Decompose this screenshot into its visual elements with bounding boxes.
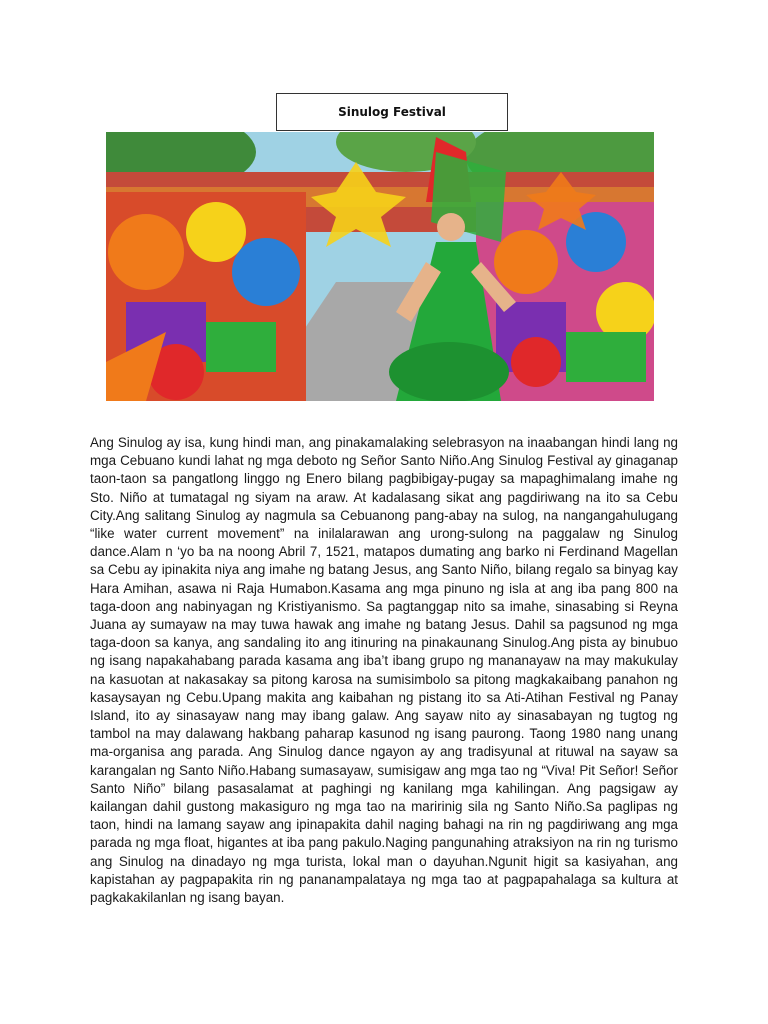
festival-photo-icon [106, 132, 654, 401]
document-title: Sinulog Festival [338, 105, 446, 119]
festival-photo [106, 132, 654, 401]
body-paragraph: Ang Sinulog ay isa, kung hindi man, ang pinakamalaking selebrasyon na inaabangan hindi lang ng mga Cebuano kundi lahat ng mga deboto ng Señor Santo Niño.Ang Sinulog Festival ay ginaganap taon-taon sa pangatlong linggo ng Enero bilang pagbibigay-pugay sa mapaghimalang imahe ng Sto. Niño at tumatagal ng siyam na araw. At kadalasang sikat ang pagdiriwang na ito sa Cebu City.Ang salitang Sinulog ay nagmula sa Cebuanong pang-abay na sulog, na nangangahulugang “like water current movement” na inilalarawan ang urong-sulong na paggalaw ng Sinulog dance.Alam n ‘yo ba na noong Abril 7, 1521, matapos dumating ang barko ni Ferdinand Magellan sa Cebu ay ipinakita niya ang imahe ng batang Jesus, ang Santo Niño, bilang regalo sa binyag kay Hara Amihan, asawa ni Raja Humabon.Kasama ang mga pinuno ng isla at ang iba pang 800 na taga-doon ang nabinyagan ng Kristiyanismo. Sa pagtanggap nito sa imahe, sinasabing si Reyna Juana ay sumayaw na may tuwa hawak ang imahe ng batang Jesus. Dahil sa pagsunod ng mga taga-doon sa kanya, ang sandaling ito ang itinuring na pinakaunang Sinulog.Ang pista ay binubuo ng isang napakahabang parada kasama ang iba’t ibang grupo ng mananayaw na may makukulay na kasuotan at nakasakay sa pitong karosa na sumisimbolo sa pitong magkakaibang panahon ng kasaysayan ng Cebu.Upang makita ang kaibahan ng pistang ito sa Ati-Atihan Festival ng Panay Island, ito ay sinasayaw nang may ibang galaw. Ang sayaw nito ay sinasabayan ng tugtog ng tambol na may dalawang hakbang paharap kasunod ng isang paurong. Taong 1980 nang unang ma-organisa ang parada. Ang Sinulog dance ngayon ay ang tradisyunal at rituwal na sayaw sa karangalan ng Santo Niño.Habang sumasayaw, sumisigaw ang mga tao ng “Viva! Pit Señor! Señor Santo Niño” bilang pasasalamat at paghingi ng kanilang mga kahilingan. Ang pagsigaw ay kailangan dahil gustong makasiguro ng mga tao na maririnig sila ng Santo Niño.Sa paglipas ng taon, hindi na lamang sayaw ang ipinapakita dahil naging bahagi na rin ng pagdiriwang ang mga parada ng mga float, higantes at iba pang pakulo.Naging pangunahing atraksiyon na rin ng turismo ang Sinulog na dinadayo ng mga turista, lokal man o dayuhan.Ngunit higit sa kasiyahan, ang kapistahan ay pagpapakita rin ng pananampalataya ng mga tao at pagpapahalaga sa kultura at pagkakakilanlan ng isang bayan. [90, 435, 678, 906]
document-title-box [276, 93, 508, 131]
